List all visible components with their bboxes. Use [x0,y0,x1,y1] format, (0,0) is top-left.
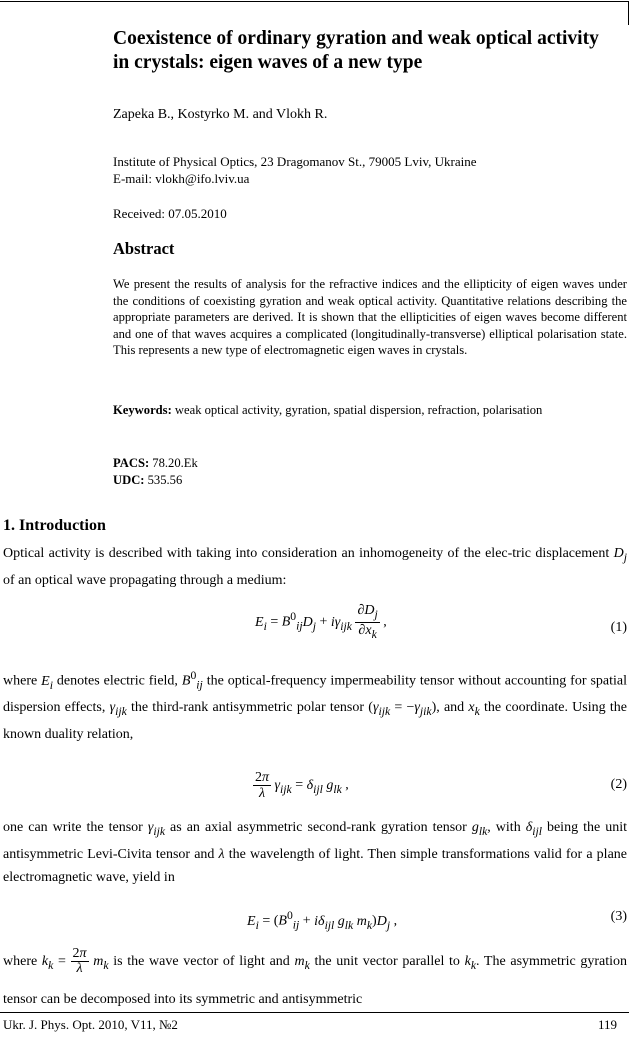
udc-line: UDC: 535.56 [113,472,183,487]
abstract-text: We present the results of analysis for the refractive indices and the ellipticity of eigen waves under the conditions of coexisting gyration and weak optical activity. Quantitative relations describing the appropriate parameters are derived. It is shown that the ellipticities of eigen waves become different and one of that waves acquires a complicated (longitudinally-transverse) elliptical polarisation state. This represents a new type of electromagnetic eigen waves in crystals. [113,277,627,358]
paper-title: Coexistence of ordinary gyration and weak optical activity in crystals: eigen waves of a new type [113,28,599,73]
received-date: Received: 07.05.2010 [113,206,227,221]
affiliation-block [113,153,613,187]
affiliation: Institute of Physical Optics, 23 Dragomanov St., 79005 Lviv, Ukraine [113,154,477,169]
abstract-heading: Abstract [113,239,175,258]
paragraph-1: Optical activity is described with taking into consideration an inhomogeneity of the elec-tric displacement $D_j$ of an optical wave propagating through a medium: [3,546,627,588]
section-heading: 1. Introduction [3,517,106,534]
equation-3: $E_i = (B^0_{ij} + i\delta_{ijl}$ $g_{lk}$ $m_k)D_j$ , [247,909,398,932]
email: E-mail: vlokh@ifo.lviv.ua [113,171,250,186]
equation-2: $\frac{2\pi}{\lambda}$ $\gamma_{ijk} = \delta_{ijl}$ $g_{lk}$ , [255,770,349,801]
page-number: 119 [597,1017,617,1032]
equation-1-number: (1) [610,620,627,635]
equation-2-number: (2) [610,777,627,792]
equation-3-number: (3) [610,909,627,924]
equation-1: $E_i = B^0_{ij}D_j + i\gamma_{ijk}$ $\frac{\partial D_j}{\partial x_k}$ , [255,603,387,641]
footer-rule [0,1012,629,1013]
paragraph-4: where $k_k$ = $\frac{2\pi}{\lambda}$ $m_k$ is the wave vector of light and $m_k$ the unit vector parallel to $k_k$. The asymmetric gyration tensor can be decomposed into its symmetric and antisymmetric [3,946,628,1007]
authors: Zapeka B., Kostyrko M. and Vlokh R. [113,107,328,122]
paragraph-2: where $E_i$ denotes electric field, $B^0_{ij}$ the optical-frequency impermeability tensor without accounting for spatial dispersion effects, $\gamma_{ijk}$ the third-rank antisymmetric polar tensor $(\gamma_{ijk} = -\gamma_{jik})$, and $x_k$ the coordinate. Using the known duality relation, [3,669,627,743]
keywords-label: Keywords: [113,403,172,417]
paragraph-3: one can write the tensor $\gamma_{ijk}$ as an axial asymmetric second-rank gyration tensor $g_{lk}$, with $\delta_{ijl}$ being the unit antisymmetric Levi-Civita tensor and λ the wavelength of light. Then simple transformations valid for a plane electromagnetic wave, yield in [3,820,627,885]
pacs-line: PACS: 78.20.Ek [113,456,198,470]
keywords [113,402,627,419]
footer-journal: Ukr. J. Phys. Opt. 2010, V11, №2 [3,1017,178,1032]
classification [113,455,198,488]
header-rule [0,1,629,2]
keywords-text: weak optical activity, gyration, spatial dispersion, refraction, polarisation [171,403,543,417]
